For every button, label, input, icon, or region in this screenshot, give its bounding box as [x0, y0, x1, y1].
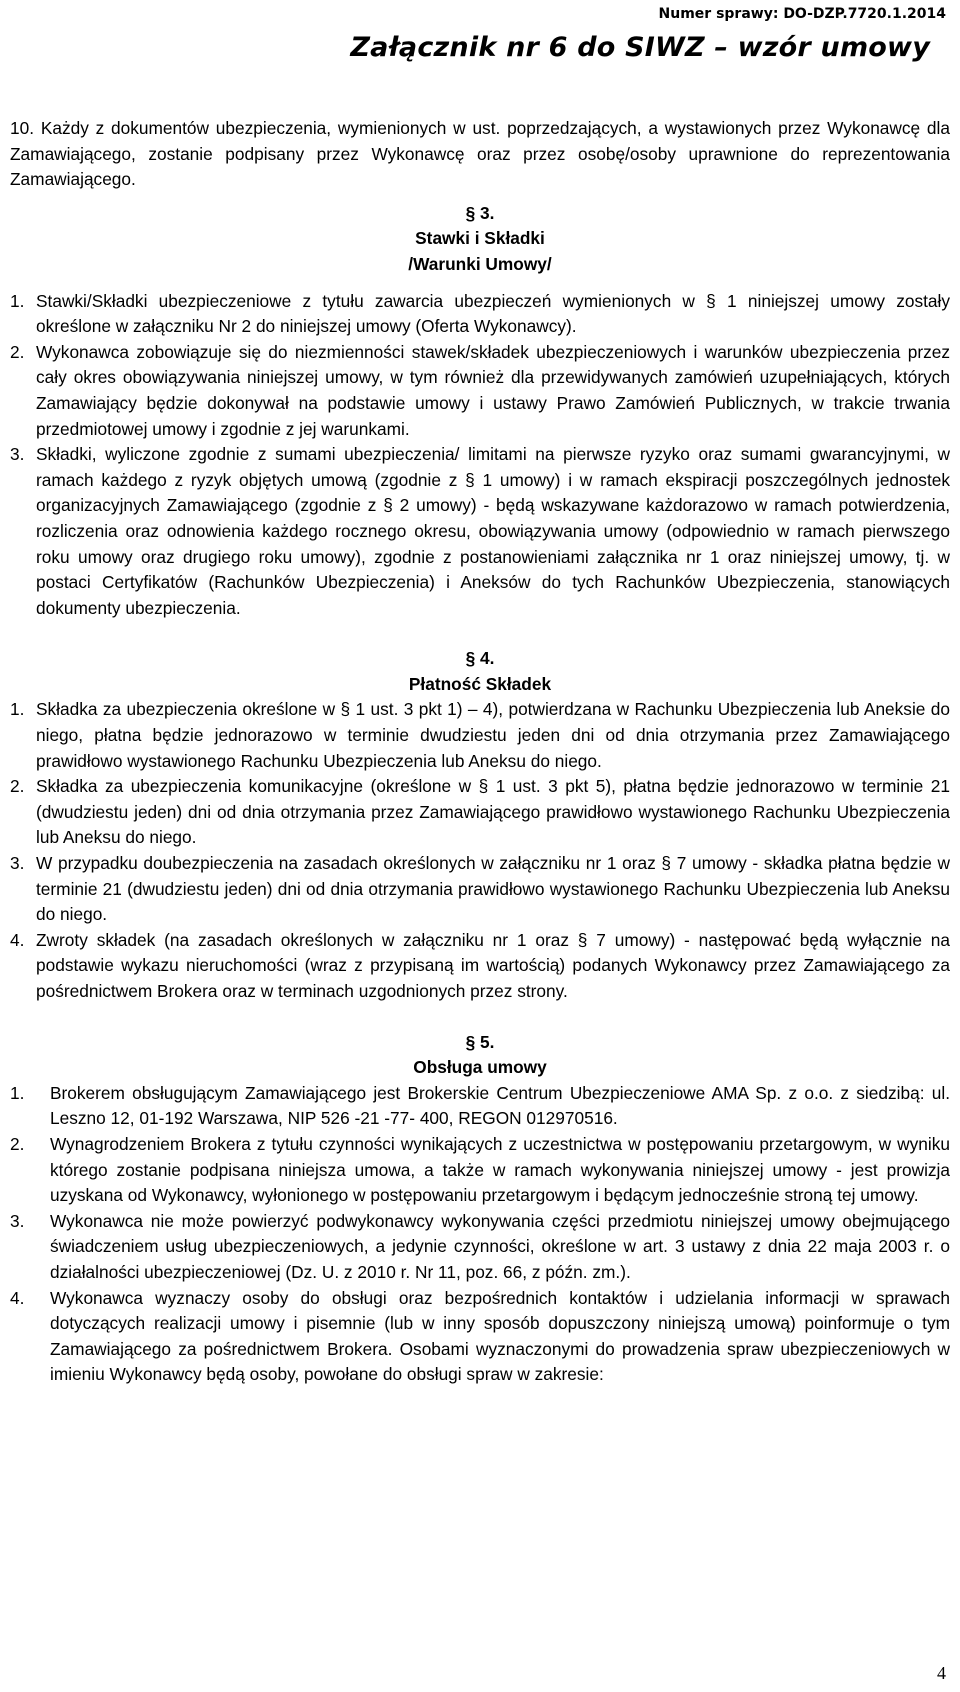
section-3-heading — [10, 201, 950, 278]
item-text: Składki, wyliczone zgodnie z sumami ubezpieczenia/ limitami na pierwsze ryzyko oraz sumami gwarancyjnymi, w ramach każdego z ryzyk objętych umową (zgodnie z § 1 umowy) i w ramach ekspiracji poszczególnych jednostek organizacyjnych Zamawiającego (zgodnie z § 2 umowy) - będą wskazywane każdorazowo w ramach potwierdzenia, rozliczenia oraz odnowienia każdego rocznego okresu, obowiązywania umowy (odpowiednio w ramach pierwszego roku umowy oraz drugiego roku umowy), zgodnie z postanowieniami załącznika nr 1 oraz niniejszej umowy, tj. w postaci Certyfikatów (Rachunków Ubezpieczenia) i Aneksów do tych Rachunków Ubezpieczenia, stanowiących dokumenty ubezpieczenia. — [36, 444, 950, 618]
list-item — [10, 1132, 950, 1209]
list-item — [10, 774, 950, 851]
list-item — [10, 442, 950, 621]
item-number: 2. — [10, 1133, 25, 1154]
section-5-list — [10, 1081, 950, 1388]
list-item — [10, 1209, 950, 1286]
item-number: 1. — [10, 699, 25, 720]
item-number: 3. — [10, 444, 25, 465]
section-number: § 3. — [465, 202, 495, 223]
item-number: 3. — [10, 1210, 25, 1231]
annex-title: Załącznik nr 6 do SIWZ – wzór umowy — [350, 32, 930, 63]
item-text: Wynagrodzeniem Brokera z tytułu czynności wynikających z uczestnictwa w postępowaniu przetargowym, w wyniku którego zostanie podpisana niniejsza umowa, a także w ramach wykonywania niniejszej umowy - jest prowizja uzyskana od Wykonawcy, wyłonionego w postępowaniu przetargowym i będącym jednocześnie stroną tej umowy. — [50, 1133, 950, 1206]
intro-paragraph — [10, 116, 950, 193]
list-item — [10, 1286, 950, 1388]
item-text: Wykonawca wyznaczy osoby do obsługi oraz bezpośrednich kontaktów i udzielania informacji w sprawach dotyczących realizacji umowy i pisemnie (lub w inny sposób dopuszczony niniejszą umową) poinformuje o tym Zamawiającego za pośrednictwem Brokera. Osobami wyznaczonymi do prowadzenia spraw ubezpieczeniowych w imieniu Wykonawcy będą osoby, powołane do obsługi spraw w zakresie: — [50, 1287, 950, 1385]
item-text: Składka za ubezpieczenia określone w § 1 ust. 3 pkt 1) – 4), potwierdzana w Rachunku Ubezpieczenia lub Aneksie do niego, płatna będzie jednorazowo w terminie dwudziestu jeden dni od dnia otrzymania przez Zamawiającego prawidłowo wystawionego Rachunku Ubezpieczenia lub Aneksu do niego. — [36, 699, 950, 771]
case-number: Numer sprawy: DO-DZP.7720.1.2014 — [658, 6, 946, 22]
list-item — [10, 1081, 950, 1132]
item-number: 3. — [10, 853, 25, 874]
section-4-heading — [10, 646, 950, 697]
section-title: Obsługa umowy — [413, 1057, 547, 1078]
paragraph-text: Każdy z dokumentów ubezpieczenia, wymienionych w ust. poprzedzających, a wystawionych przez Wykonawcę dla Zamawiającego, zostanie podpisany przez Wykonawcę oraz przez osobę/osoby uprawnione do reprezentowania Zamawiającego. — [10, 118, 950, 190]
section-5-heading — [10, 1030, 950, 1081]
paragraph-number: 10. — [10, 118, 35, 138]
section-subtitle: /Warunki Umowy/ — [408, 253, 552, 274]
list-item — [10, 697, 950, 774]
section-3-list — [10, 289, 950, 622]
section-title: Stawki i Składki — [415, 228, 545, 249]
item-text: Stawki/Składki ubezpieczeniowe z tytułu zawarcia ubezpieczeń wymienionych w § 1 niniejszej umowy zostały określone w załączniku Nr 2 do niniejszej umowy (Oferta Wykonawcy). — [36, 290, 950, 337]
section-4-list — [10, 697, 950, 1004]
list-item — [10, 851, 950, 928]
item-text: Wykonawca nie może powierzyć podwykonawcy wykonywania części przedmiotu niniejszej umowy obejmującego świadczeniem usług ubezpieczeniowych, a jedynie czynności, określone w art. 3 ustawy z dnia 22 maja 2003 r. o działalności ubezpieczeniowej (Dz. U. z 2010 r. Nr 11, poz. 66, z późn. zm.). — [50, 1210, 950, 1282]
document-body — [10, 116, 950, 1388]
list-item — [10, 289, 950, 340]
item-number: 1. — [10, 290, 25, 311]
section-number: § 5. — [465, 1031, 495, 1052]
item-number: 4. — [10, 1287, 25, 1308]
item-text: Wykonawca zobowiązuje się do niezmienności stawek/składek ubezpieczeniowych i warunków ubezpieczenia przez cały okres obowiązywania niniejszej umowy, w tym również dla przewidywanych zamówień uzupełniających, których Zamawiający będzie dokonywał na podstawie umowy i ustawy Prawo Zamówień Publicznych, w trakcie trwania przedmiotowej umowy i zgodnie z jej warunkami. — [36, 341, 950, 439]
list-item — [10, 340, 950, 442]
item-number: 4. — [10, 929, 25, 950]
list-item — [10, 928, 950, 1005]
item-number: 1. — [10, 1082, 25, 1103]
page-number: 4 — [937, 1663, 946, 1683]
section-number: § 4. — [465, 648, 495, 669]
item-number: 2. — [10, 341, 25, 362]
section-title: Płatność Składek — [408, 673, 552, 694]
item-text: Składka za ubezpieczenia komunikacyjne (określone w § 1 ust. 3 pkt 5), płatna będzie jednorazowo w terminie 21 (dwudziestu jeden) dni od dnia otrzymania przez Zamawiającego prawidłowo wystawionego Rachunku Ubezpieczenia lub Aneksu do niego. — [36, 776, 950, 848]
item-number: 2. — [10, 776, 25, 797]
item-text: Zwroty składek (na zasadach określonych w załączniku nr 1 oraz § 7 umowy) - następować będą wyłącznie na podstawie wykazu nieruchomości (wraz z przypisaną im wartością) podanych Wykonawcy przez Zamawiającego za pośrednictwem Brokera oraz w terminach uzgodnionych przez strony. — [36, 929, 950, 1001]
item-text: W przypadku doubezpieczenia na zasadach określonych w załączniku nr 1 oraz § 7 umowy - składka płatna będzie w terminie 21 (dwudziestu jeden) dni od dnia otrzymania prawidłowo wystawionego Rachunku Ubezpieczenia lub Aneksu do niego. — [36, 853, 950, 925]
item-text: Brokerem obsługującym Zamawiającego jest Brokerskie Centrum Ubezpieczeniowe AMA Sp. z o.o. z siedzibą: ul. Leszno 12, 01-192 Warszawa, NIP 526 -21 -77- 400, REGON 012970516. — [50, 1082, 950, 1129]
